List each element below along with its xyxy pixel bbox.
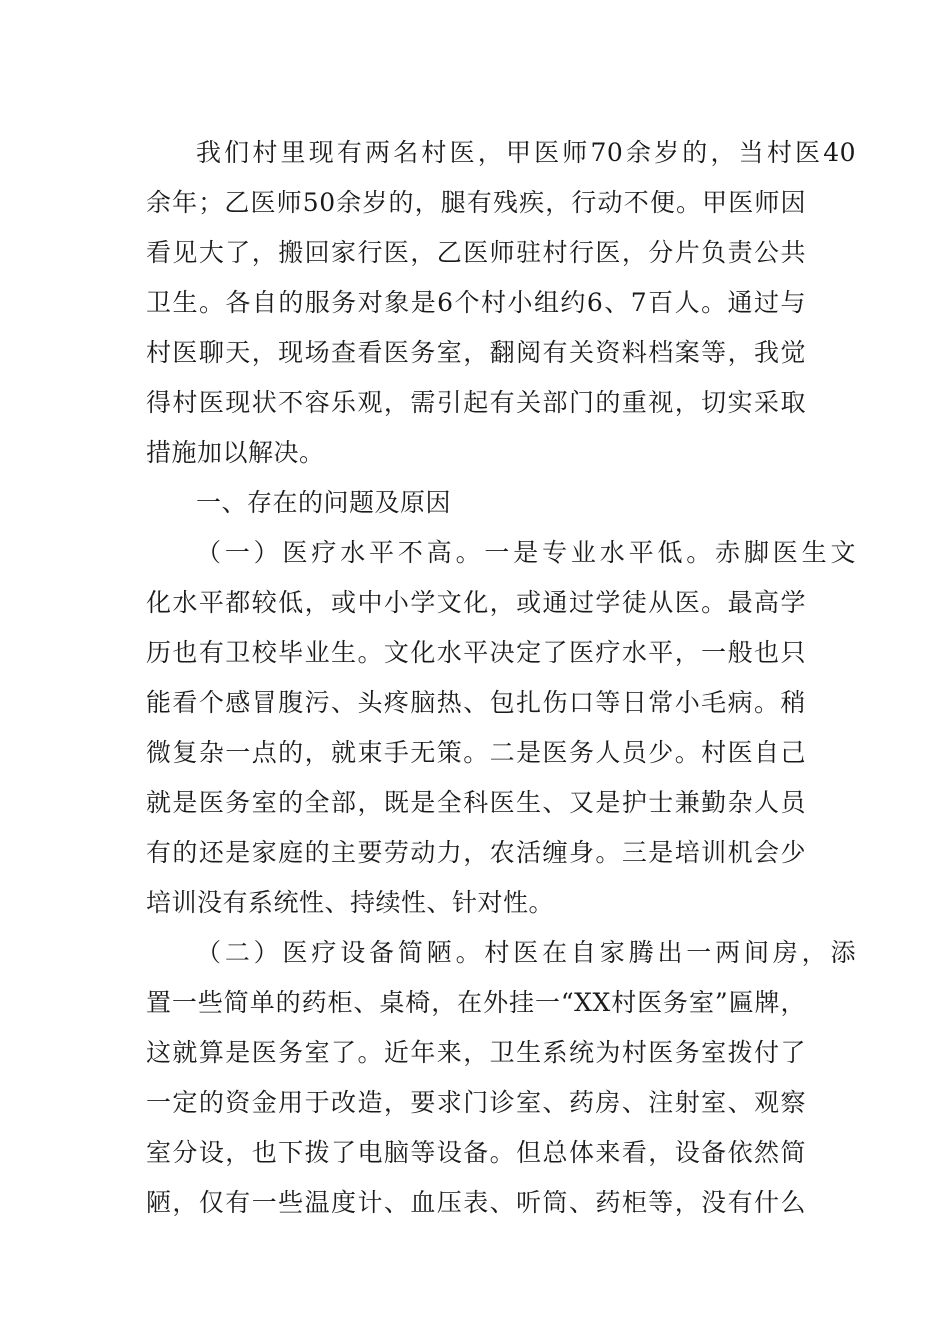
paragraph-line: 能看个感冒腹污、头疼脑热、包扎伤口等日常小毛病。稍 (146, 688, 806, 717)
paragraph-line: 得村医现状不容乐观，需引起有关部门的重视，切实采取 (146, 388, 806, 417)
paragraph-line: （一）医疗水平不高。一是专业水平低。赤脚医生文 (196, 538, 856, 567)
paragraph-line: 我们村里现有两名村医，甲医师70余岁的，当村医40 (196, 138, 856, 167)
section-heading: 一、存在的问题及原因 (196, 488, 452, 517)
paragraph-line: 这就算是医务室了。近年来，卫生系统为村医务室拨付了 (146, 1038, 806, 1067)
paragraph-line: 培训没有系统性、持续性、针对性。 (146, 888, 555, 917)
paragraph-line: 余年；乙医师50余岁的，腿有残疾，行动不便。甲医师因 (146, 188, 806, 217)
paragraph-line: 村医聊天，现场查看医务室，翻阅有关资料档案等，我觉 (146, 338, 806, 367)
paragraph-line: 措施加以解决。 (146, 438, 325, 467)
paragraph-line: 看见大了，搬回家行医，乙医师驻村行医，分片负责公共 (146, 238, 806, 267)
paragraph-line: 置一些简单的药柜、桌椅，在外挂一“XX村医务室”匾牌， (146, 988, 806, 1017)
paragraph-line: （二）医疗设备简陋。村医在自家腾出一两间房，添 (196, 938, 856, 967)
paragraph-line: 化水平都较低，或中小学文化，或通过学徒从医。最高学 (146, 588, 806, 617)
paragraph-line: 陋，仅有一些温度计、血压表、听筒、药柜等，没有什么 (146, 1188, 806, 1217)
paragraph-line: 卫生。各自的服务对象是6个村小组约6、7百人。通过与 (146, 288, 806, 317)
paragraph-line: 微复杂一点的，就束手无策。二是医务人员少。村医自己 (146, 738, 806, 767)
paragraph-line: 就是医务室的全部，既是全科医生、又是护士兼勤杂人员 (146, 788, 806, 817)
paragraph-line: 一定的资金用于改造，要求门诊室、药房、注射室、观察 (146, 1088, 806, 1117)
paragraph-line: 室分设，也下拨了电脑等设备。但总体来看，设备依然简 (146, 1138, 806, 1167)
paragraph-line: 历也有卫校毕业生。文化水平决定了医疗水平，一般也只 (146, 638, 806, 667)
paragraph-line: 有的还是家庭的主要劳动力，农活缠身。三是培训机会少 (146, 838, 806, 867)
